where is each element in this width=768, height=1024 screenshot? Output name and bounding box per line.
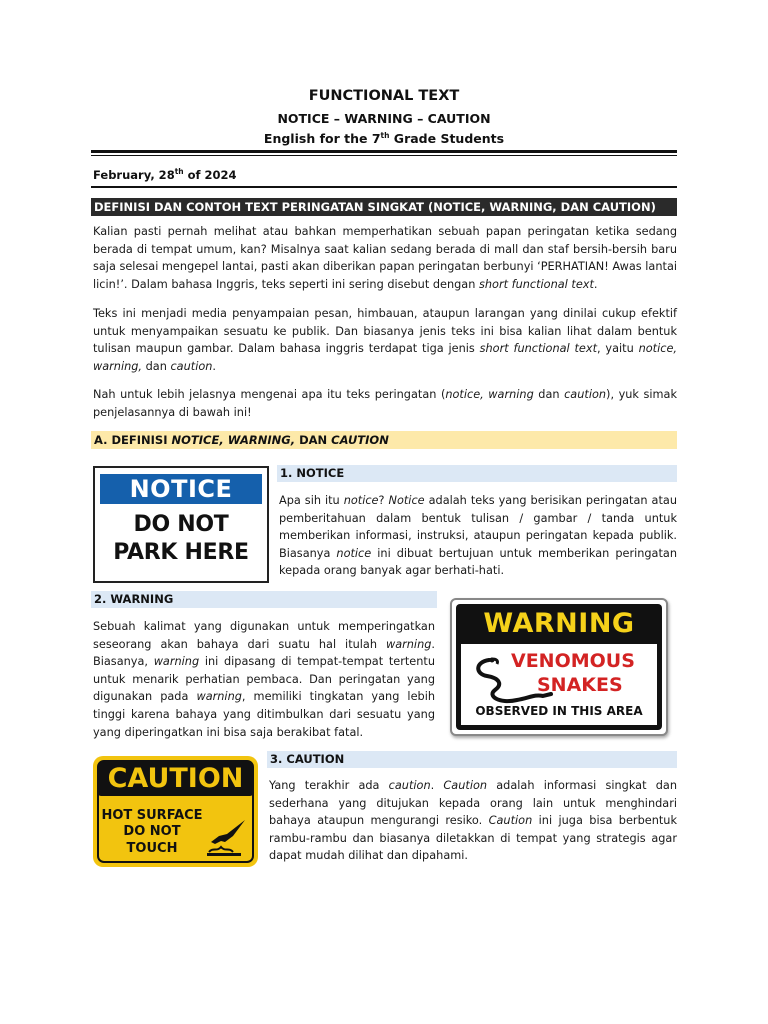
warning-sign-header: WARNING [483,608,635,639]
intro-p1-text: Kalian pasti pernah melihat atau bahkan memperhatikan sebuah papan peringatan ketika sedang berada di tempat umum, kan? Misalnya saat kalian sedang berada di mall dan staf bersih-bersih baru saja selesai mengepel lantai, pasti akan diberikan papan peringatan berbunyi ‘PERHATIAN! Awas lantai licin!’. Dalam bahasa Inggris, teks seperti ini sering disebut dengan [93,225,677,291]
intro-paragraph-1 [93,223,677,293]
intro-p3-text: dan [533,388,565,401]
intro-p2-text: dan [142,359,171,373]
notice-text: ? [378,494,389,507]
intro-p3-italic: caution [564,388,607,401]
header-rule-thin [91,155,677,156]
caution-italic: Caution [443,779,488,792]
section-a-text: DAN [295,433,332,447]
caution-text: ini juga bisa berbentuk rambu-rambu dan biasanya diletakkan di tempat yang strategis agar dapat mudah dilihat dan dipahami. [269,814,677,863]
section-a-italic: NOTICE, WARNING, [171,433,296,447]
intro-p2-text: Teks ini menjadi media penyampaian pesan, himbauan, ataupun larangan yang dinilai cukup efektif untuk menyampaikan sesuatu ke publik. Dan biasanya jenis teks ini bisa kalian lihat dalam bentuk tulisan maupun gambar. Dalam bahasa inggris terdapat tiga jenis [93,307,677,356]
date-text-end: of 2024 [183,168,237,182]
notice-text: Apa sih itu [279,494,344,507]
warning-text: Sebuah kalimat yang digunakan untuk memperingatkan seseorang akan bahaya dari suatu hal itulah [93,620,435,651]
doc-grade [0,131,768,146]
caution-sign-line2: DO NOT [123,824,181,839]
notice-sign-line1: DO NOT [133,512,229,537]
intro-paragraph-3 [93,386,677,421]
section-a-italic: CAUTION [331,433,389,447]
notice-heading: 1. NOTICE [277,465,677,482]
doc-date [93,168,237,182]
notice-sign-line2: PARK HERE [113,540,249,565]
intro-p1-italic: short functional text [478,277,594,291]
notice-paragraph [279,492,677,580]
grade-text-end: Grade Students [389,131,505,146]
notice-italic: notice [343,494,379,507]
warning-sign-frame [456,604,662,730]
caution-sign-header: CAUTION [98,762,253,796]
warning-sign-line3: OBSERVED IN THIS AREA [475,704,643,718]
intro-p2-italic: caution [170,359,213,373]
notice-italic: notice [336,546,372,560]
intro-p2-text: . [212,359,216,373]
grade-text: English for the 7 [263,131,381,146]
caution-sign-image [93,756,258,867]
caution-heading: 3. CAUTION [267,751,677,768]
intro-p3-text: Nah untuk lebih jelasnya mengenai apa itu teks peringatan ( [93,388,446,401]
section-heading-a [91,431,677,449]
caution-sign-line1: HOT SURFACE [101,808,203,823]
caution-sign-line3: TOUCH [126,841,178,856]
warning-italic: warning [385,637,432,651]
notice-sign-header: NOTICE [100,474,262,504]
warning-text: , memiliki tingkatan yang lebih tinggi karena bahaya yang ditimbulkan dari sesuatu yang yang diperingatkan ini bisa saja berakibat fatal. [93,690,435,739]
date-rule [91,186,677,188]
warning-italic: warning [196,690,242,704]
intro-p3-text: ), yuk simak penjelasannya di bawah ini! [93,388,678,419]
intro-paragraph-2 [93,305,677,375]
intro-p2-text: , yaitu [597,342,639,356]
caution-text: adalah informasi singkat dan sederhana yang ditujukan kepada orang lain untuk menghindari bahaya ataupun mengurangi resiko. [269,779,677,828]
section-a-text: A. DEFINISI [94,433,172,447]
caution-italic: caution [388,779,431,792]
warning-sign-line2: SNAKES [537,674,623,696]
notice-sign-image [93,466,269,583]
caution-text: Yang terakhir ada [269,779,389,792]
doc-subtitle: NOTICE – WARNING – CAUTION [277,111,491,126]
hand-burn-icon [205,816,249,858]
date-sup: th [174,167,184,177]
doc-title: FUNCTIONAL TEXT [308,88,460,104]
intro-p2-italic: short functional text [479,342,597,356]
warning-sign-line1: VENOMOUS [511,650,635,672]
warning-heading: 2. WARNING [91,591,437,608]
caution-italic: Caution [488,814,533,828]
section-heading-definition: DEFINISI DAN CONTOH TEXT PERINGATAN SINGKAT (NOTICE, WARNING, DAN CAUTION) [91,198,677,216]
warning-text: . Biasanya, [93,637,435,669]
caution-paragraph [269,777,677,865]
intro-p2-italic: notice, warning, [93,342,677,373]
grade-sup: th [380,130,390,140]
caution-text: . [430,779,444,792]
date-text: February, 28 [93,168,175,182]
header-rule-thick [91,150,677,153]
warning-italic: warning [153,655,200,669]
warning-sign-panel [461,644,657,725]
notice-italic: Notice [388,494,425,507]
intro-p3-italic: notice, warning [445,388,534,401]
warning-text: ini dipasang di tempat-tempat tertentu untuk menarik perhatian pembaca. Dan peringatan yang digunakan pada [93,655,435,704]
intro-p1-end: . [593,277,598,291]
notice-text: ini dibuat bertujuan untuk memberikan peringatan kepada orang banyak agar berhati-hati. [279,546,677,578]
notice-text: adalah teks yang berisikan peringatan atau pemberitahuan dalam bentuk tulisan / gambar / tanda untuk memberikan informasi, instruksi, ataupun peringatan kepada publik. Biasanya [279,494,677,560]
warning-paragraph [93,618,435,741]
warning-sign-image [450,598,668,736]
